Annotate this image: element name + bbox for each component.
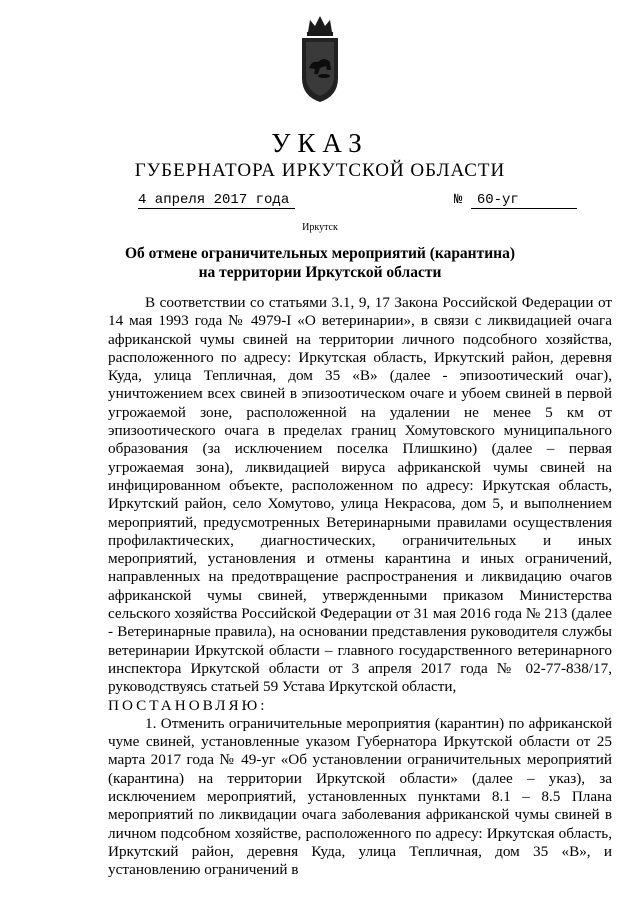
document-type: УКАЗ bbox=[271, 128, 369, 158]
decree-word: ПОСТАНОВЛЯЮ: bbox=[108, 696, 268, 714]
title-line-2: на территории Иркутской области bbox=[198, 264, 442, 281]
number-sign: № bbox=[454, 192, 463, 208]
preamble-paragraph: В соответствии со статьями 3.1, 9, 17 Закона Российской Федерации от 14 мая 1993 года № 4979-I «О ветеринарии», в связи с ликвидацией очага африканской чумы свиней на территории личного подсобного хозяйства, расположенного по адресу: Иркутская область, Иркутский район, деревня Куда, улица Тепличная, дом 35 «В» (далее - эпизоотический очаг), уничтожением всех свиней в эпизоотическом очаге и убоем свиней в первой угрожаемой зоне, расположенной на удалении не менее 5 км от эпизоотического очага в пределах границ Хомутовского муниципального образования (за исключением поселка Плишкино) (далее – первая угрожаемая зона), ликвидацией вируса африканской чумы свиней на инфицированном объекте, расположенном по адресу: Иркутская область, Иркутский район, село Хомутово, улица Некрасова, дом 5, и выполнением мероприятий, предусмотренных Ветеринарными правилами осуществления профилактических, диагностических, ограничительных и иных мероприятий, установления и отмены карантина и иных ограничений, направленных на предотвращение распространения и ликвидацию очагов африканской чумы свиней, утвержденными приказом Министерства сельского хозяйства Российской Федерации от 31 мая 2016 года № 213 (далее - Ветеринарные правила), на основании представления руководителя службы ветеринарии Иркутской области – главного государственного ветеринарного инспектора Иркутской области от 3 апреля 2017 года № 02-77-838/17, руководствуясь статьей 59 Устава Иркутской области, bbox=[108, 294, 612, 696]
issue-city: Иркутск bbox=[302, 222, 338, 233]
decree-date bbox=[138, 192, 295, 209]
coat-of-arms-icon bbox=[298, 12, 342, 106]
decree-number-value: 60-уг bbox=[471, 192, 577, 209]
decree-body bbox=[108, 294, 612, 880]
decree-date-value: 4 апреля 2017 года bbox=[138, 192, 295, 209]
decree-title bbox=[0, 244, 640, 282]
title-line-1: Об отмене ограничительных мероприятий (карантина) bbox=[124, 245, 516, 262]
issuing-authority: ГУБЕРНАТОРА ИРКУТСКОЙ ОБЛАСТИ bbox=[134, 160, 506, 181]
clause-1: 1. Отменить ограничительные мероприятия (карантин) по африканской чуме свиней, установленные указом Губернатора Иркутской области от 25 марта 2017 года № 49-уг «Об установлении ограничительных мероприятий (карантина) на территории Иркутской области» (далее – указ), за исключением мероприятий, установленных пунктами 8.1 – 8.5 Плана мероприятий по ликвидации очага заболевания африканской чумы свиней в личном подсобном хозяйстве, расположенного по адресу: Иркутская область, Иркутский район, деревня Куда, улица Тепличная, дом 35 «В», и установлению ограничений в bbox=[108, 714, 612, 879]
decree-number bbox=[454, 192, 577, 209]
